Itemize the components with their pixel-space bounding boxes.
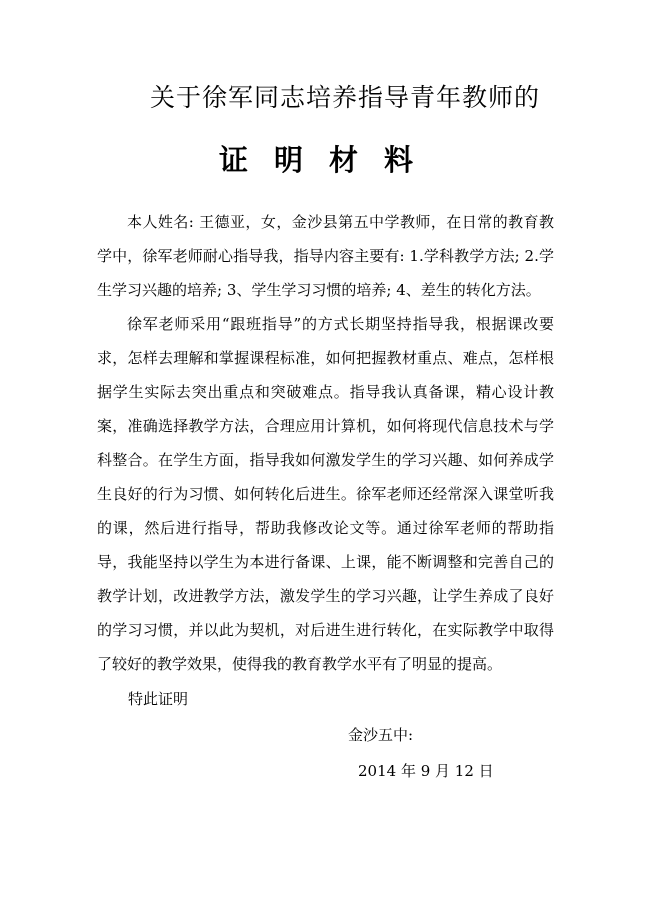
document-body — [97, 205, 554, 681]
paragraph-1: 本人姓名: 王德亚，女，金沙县第五中学教师，在日常的教育教学中，徐军老师耐心指导我，指导内容主要有: 1.学科教学方法; 2.学生学习兴趣的培养; 3、学生学习习惯的培养; 4、差生的转化方法。 — [97, 213, 554, 299]
document-title: 关于徐军同志培养指导青年教师的 — [149, 83, 540, 112]
signature-organization: 金沙五中: — [348, 726, 414, 744]
paragraph-2: 徐军老师采用“跟班指导”的方式长期坚持指导我，根据课改要求，怎样去理解和掌握课程标准，如何把握教材重点、难点，怎样根据学生实际去突出重点和突破难点。指导我认真备课，精心设计教案，准确选择教学方法，合理应用计算机，如何将现代信息技术与学科整合。在学生方面，指导我如何激发学生的学习兴趣、如何养成学生良好的行为习惯、如何转化后进生。徐军老师还经常深入课堂听我的课，然后进行指导，帮助我修改论文等。通过徐军老师的帮助指导，我能坚持以学生为本进行备课、上课，能不断调整和完善自己的教学计划，改进教学方法，激发学生的学习兴趣，让学生养成了良好的学习习惯，并以此为契机，对后进生进行转化，在实际教学中取得了较好的教学效果，使得我的教育教学水平有了明显的提高。 — [97, 315, 554, 673]
document-subtitle: 证明材料 — [218, 143, 439, 177]
closing-statement: 特此证明 — [128, 690, 189, 708]
signature-date: 2014 年 9 月 12 日 — [358, 762, 494, 780]
